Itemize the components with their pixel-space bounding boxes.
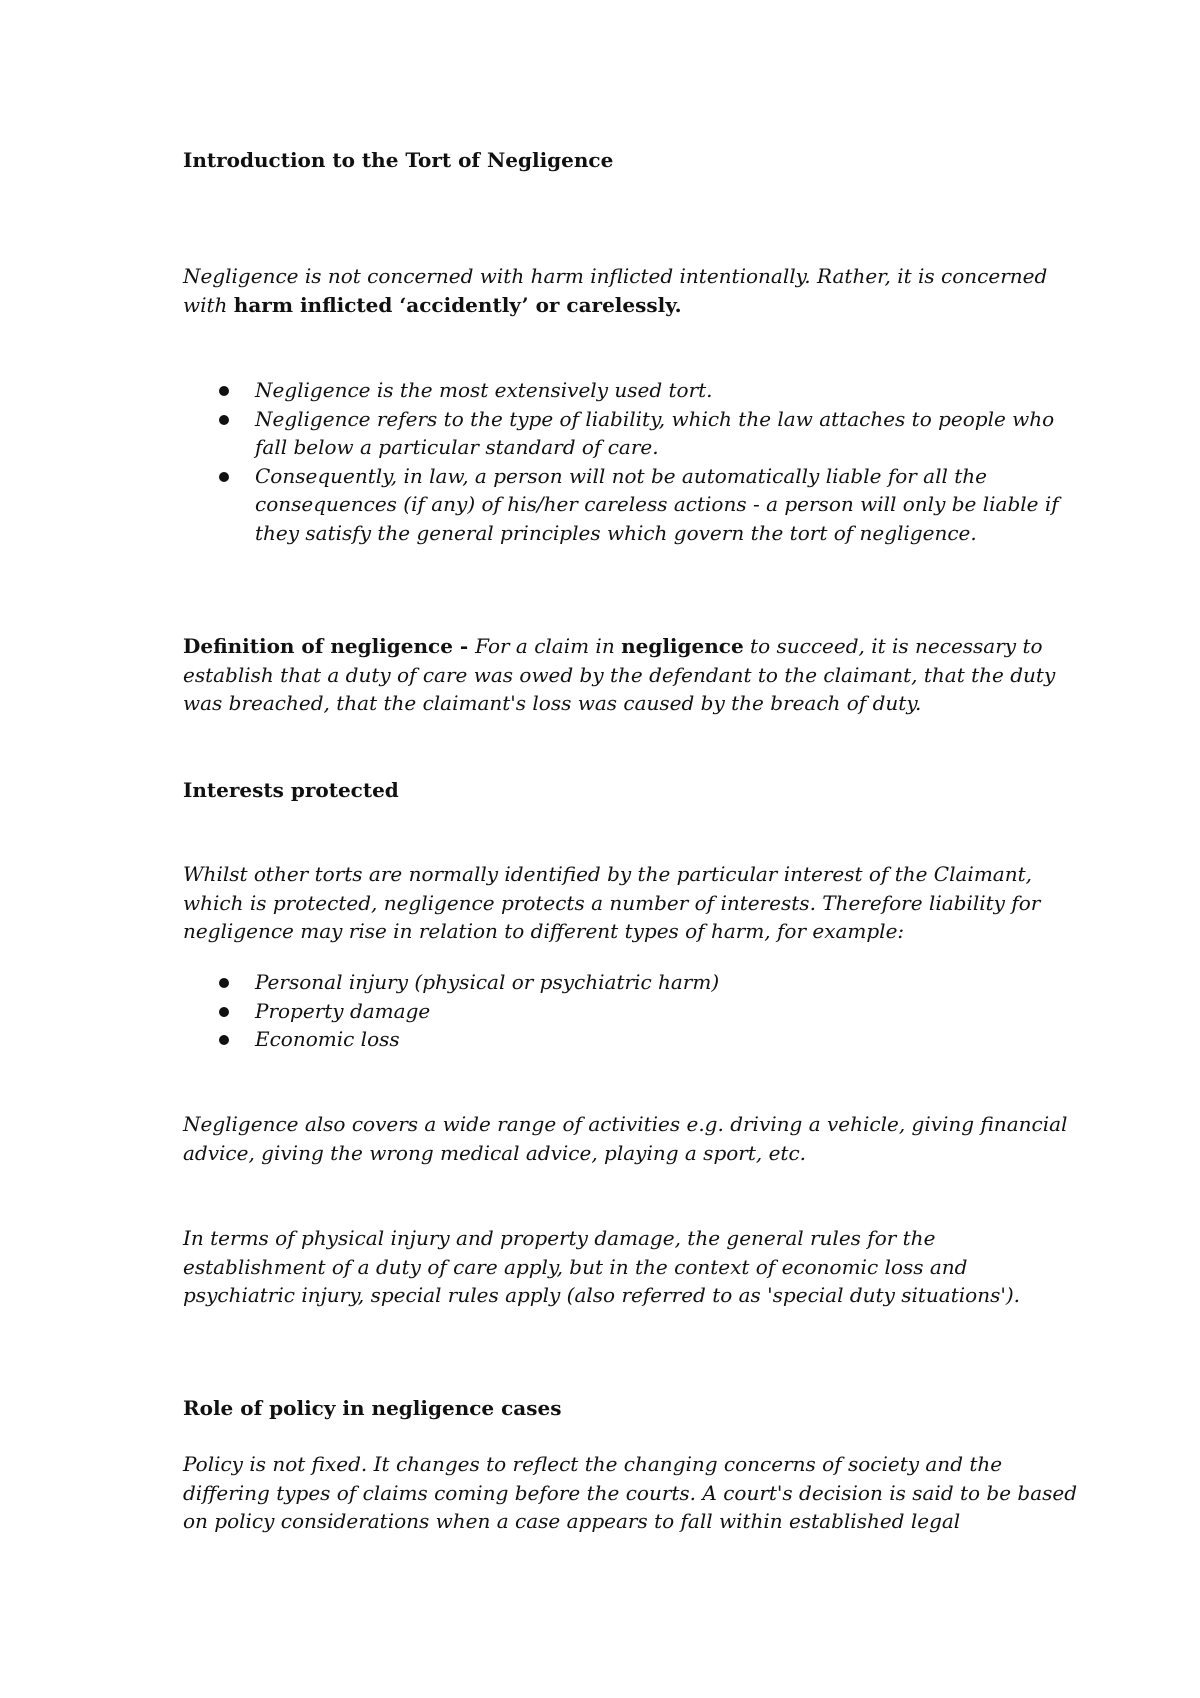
definition-label: Definition of negligence - — [183, 634, 476, 658]
list-item-text: Property damage — [255, 998, 431, 1023]
list-item-text: Negligence is the most extensively used tort. — [255, 378, 713, 402]
definition-bold-term: negligence — [621, 634, 744, 658]
harm-types-list — [183, 968, 1083, 1054]
intro-text: Negligence is not concerned with harm inflicted intentionally. Rather, it is concerned with — [183, 264, 1048, 317]
bullet-icon — [219, 472, 229, 482]
list-item — [183, 968, 1083, 997]
list-item — [183, 376, 1083, 405]
list-item — [183, 405, 1083, 462]
activities-paragraph: Negligence also covers a wide range of activities e.g. driving a vehicle, giving financial advice, giving the wrong medical advice, playing a sport, etc. — [183, 1112, 1068, 1165]
page-title: Introduction to the Tort of Negligence — [183, 148, 614, 172]
list-item-text: Personal injury (physical or psychiatric harm) — [255, 970, 720, 994]
bullet-icon — [219, 1035, 229, 1045]
definition-text-part2: to succeed, it is necessary to establish that a duty of care was owed by the defendant to the claimant, that the duty was breached, that the claimant's loss was caused by the breach of duty. — [183, 634, 1056, 715]
policy-heading: Role of policy in negligence cases — [183, 1396, 562, 1420]
list-item — [183, 997, 1083, 1026]
list-item — [183, 462, 1083, 548]
bullet-icon — [219, 978, 229, 988]
interests-heading: Interests protected — [183, 778, 399, 802]
list-item-text: Negligence refers to the type of liability, which the law attaches to people who fall below a particular standard of care. — [255, 406, 1055, 459]
rules-paragraph: In terms of physical injury and property damage, the general rules for the establishment of a duty of care apply, but in the context of economic loss and psychiatric injury, special rules apply (also referred to as 'special duty situations'). — [183, 1226, 1021, 1307]
definition-paragraph — [183, 632, 1083, 718]
definition-text-part1: For a claim in — [475, 634, 622, 658]
bullet-icon — [219, 386, 229, 396]
bullet-icon — [219, 1007, 229, 1017]
intro-paragraph — [183, 262, 1083, 319]
list-item-text: Consequently, in law, a person will not be automatically liable for all the consequences (if any) of his/her careless actions - a person will only be liable if they satisfy the general principles which govern the tort of negligence. — [255, 463, 1059, 545]
negligence-bullet-list — [183, 376, 1083, 547]
policy-paragraph: Policy is not fixed. It changes to reflect the changing concerns of society and the differing types of claims coming before the courts. A court's decision is said to be based on policy considerations when a case appears to fall within established legal — [183, 1452, 1078, 1533]
bullet-icon — [219, 415, 229, 425]
intro-bold-text: harm inflicted ‘accidently’ or carelessly — [233, 292, 675, 317]
list-item-text: Economic loss — [255, 1027, 400, 1051]
intro-end: . — [674, 292, 682, 317]
interests-paragraph: Whilst other torts are normally identified by the particular interest of the Claimant, which is protected, negligence protects a number of interests. Therefore liability for negligence may rise in relation to different types of harm, for example: — [183, 862, 1041, 943]
list-item — [183, 1025, 1083, 1054]
